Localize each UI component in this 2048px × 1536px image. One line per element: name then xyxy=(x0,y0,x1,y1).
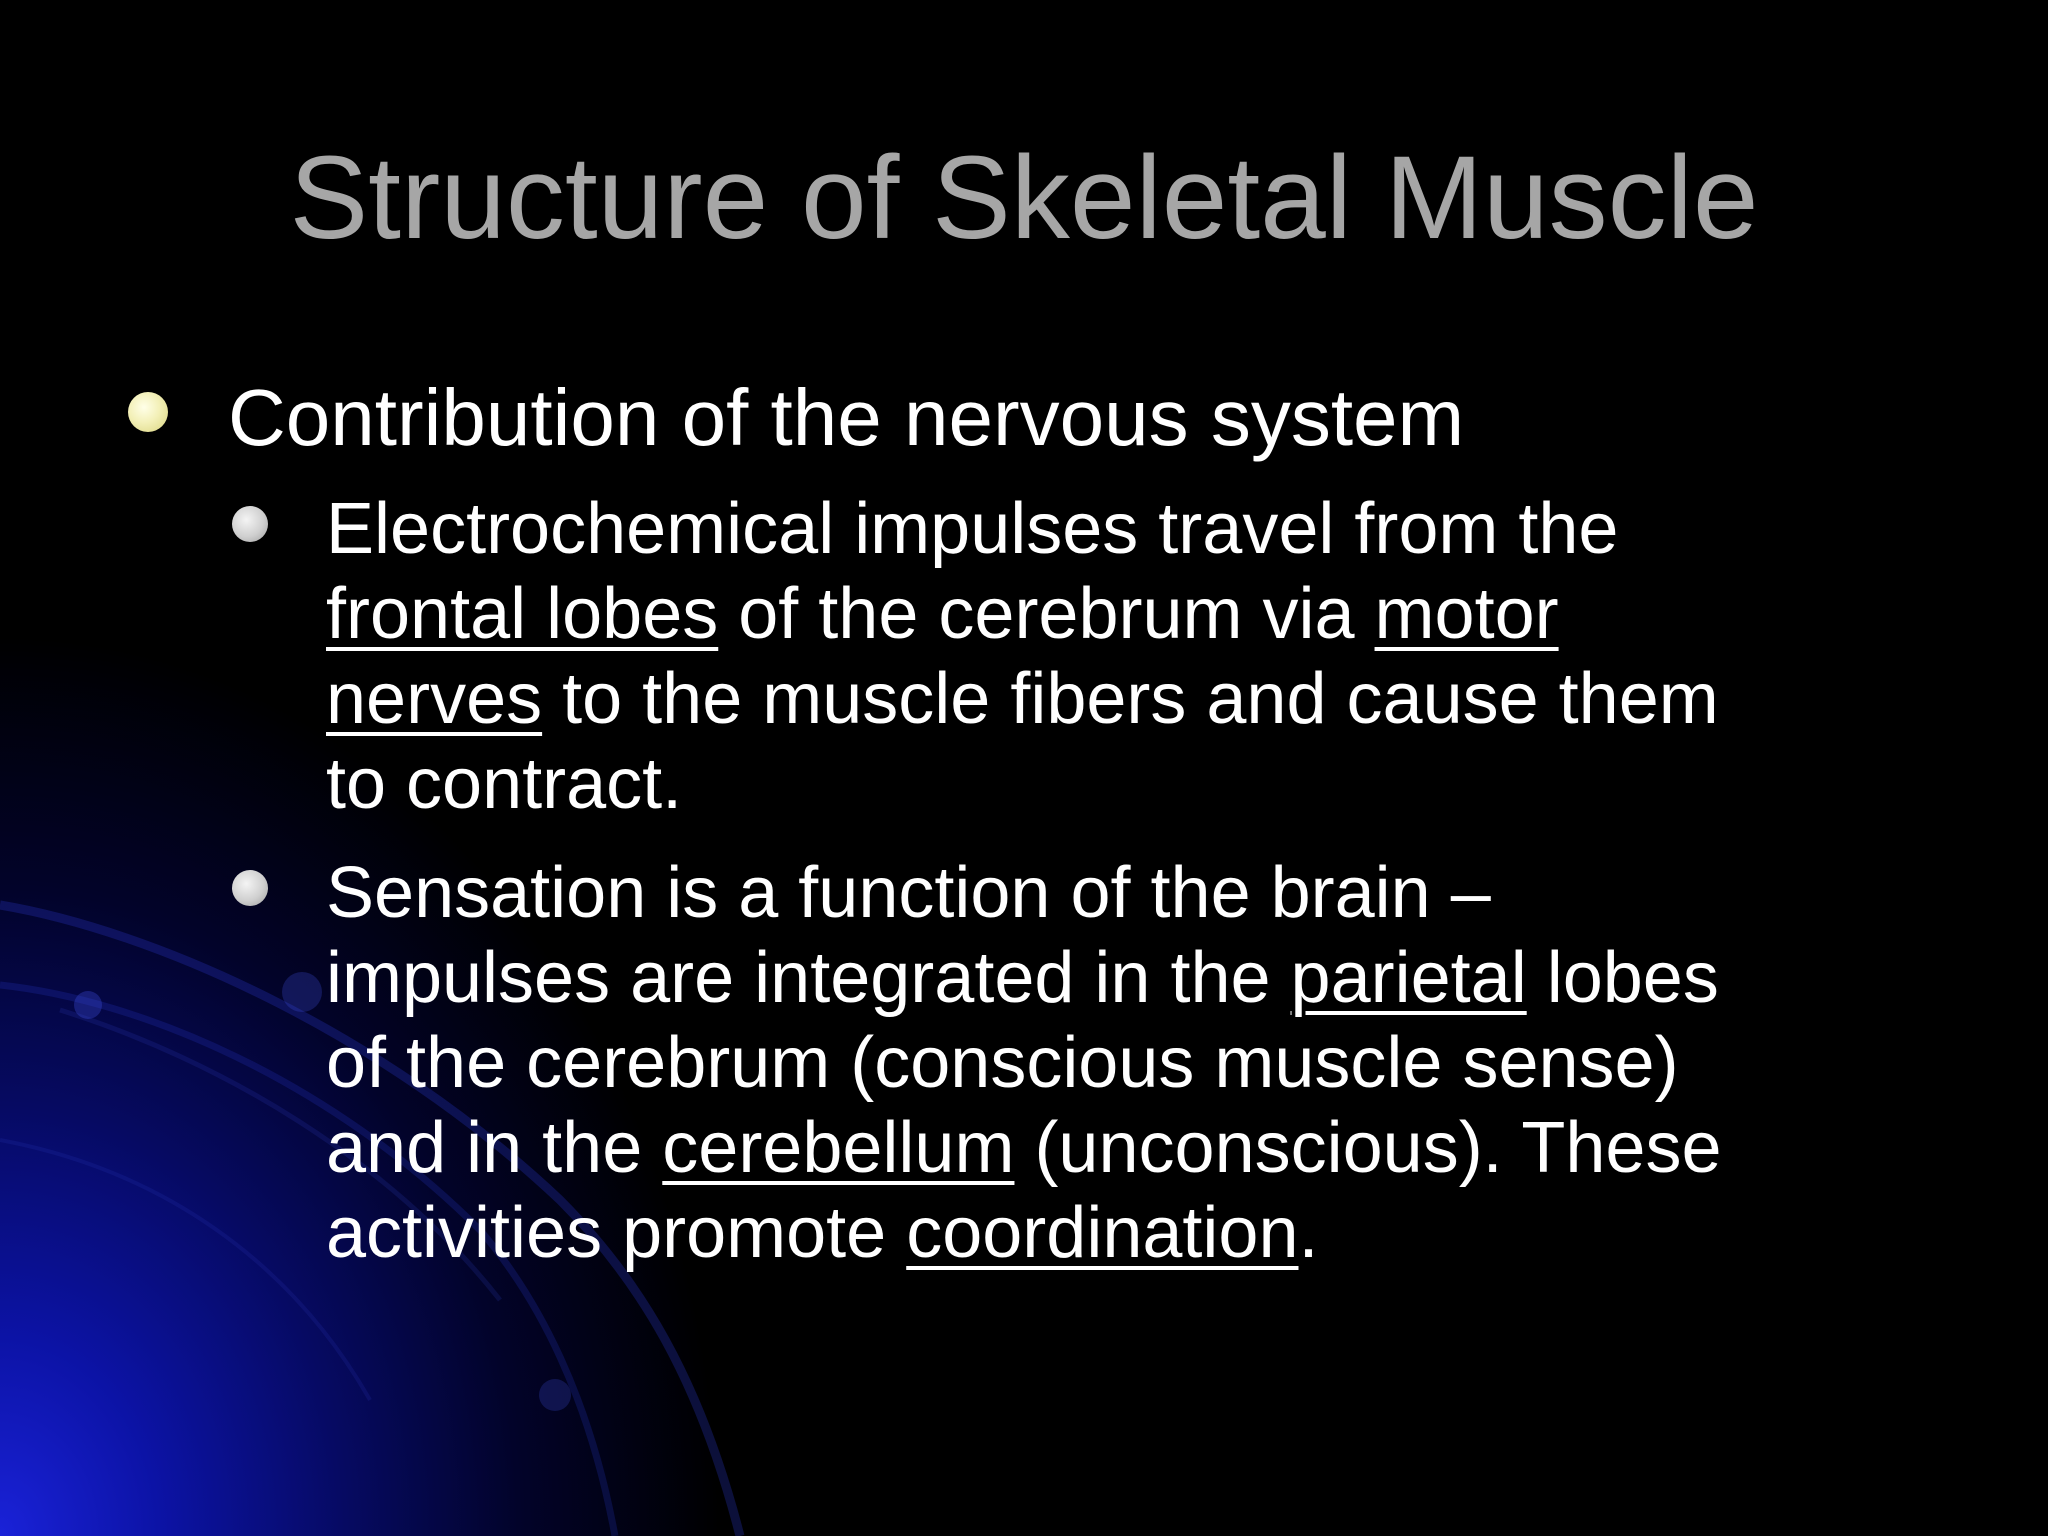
text-line: of the cerebrum (conscious muscle sense) xyxy=(326,1023,1679,1103)
underlined-term: parietal xyxy=(1290,938,1527,1018)
underlined-term: motor xyxy=(1374,574,1559,654)
slide-title: Structure of Skeletal Muscle xyxy=(289,132,1759,264)
text-line: and in the cerebellum (unconscious). These xyxy=(326,1108,1722,1188)
text-line: activities promote coordination. xyxy=(326,1193,1319,1273)
sub-bullet-paragraph-1 xyxy=(326,487,2006,827)
text-line: impulses are integrated in the parietal lobes xyxy=(326,938,1719,1018)
underlined-term: cerebellum xyxy=(662,1108,1015,1188)
main-bullet-icon xyxy=(128,392,168,432)
text-line: Sensation is a function of the brain – xyxy=(326,853,1491,933)
underlined-term: nerves xyxy=(326,659,543,739)
sub-bullet-icon xyxy=(232,870,268,906)
sub-bullet-icon xyxy=(232,506,268,542)
main-bullet-text: Contribution of the nervous system xyxy=(228,373,1465,462)
text-line: nerves to the muscle fibers and cause them xyxy=(326,659,1719,739)
sub-bullet-paragraph-2 xyxy=(326,851,2006,1276)
underlined-term: coordination xyxy=(906,1193,1299,1273)
underlined-term: frontal lobes xyxy=(326,574,719,654)
text-line: to contract. xyxy=(326,744,683,824)
text-line: frontal lobes of the cerebrum via motor xyxy=(326,574,1559,654)
text-line: Electrochemical impulses travel from the xyxy=(326,489,1619,569)
